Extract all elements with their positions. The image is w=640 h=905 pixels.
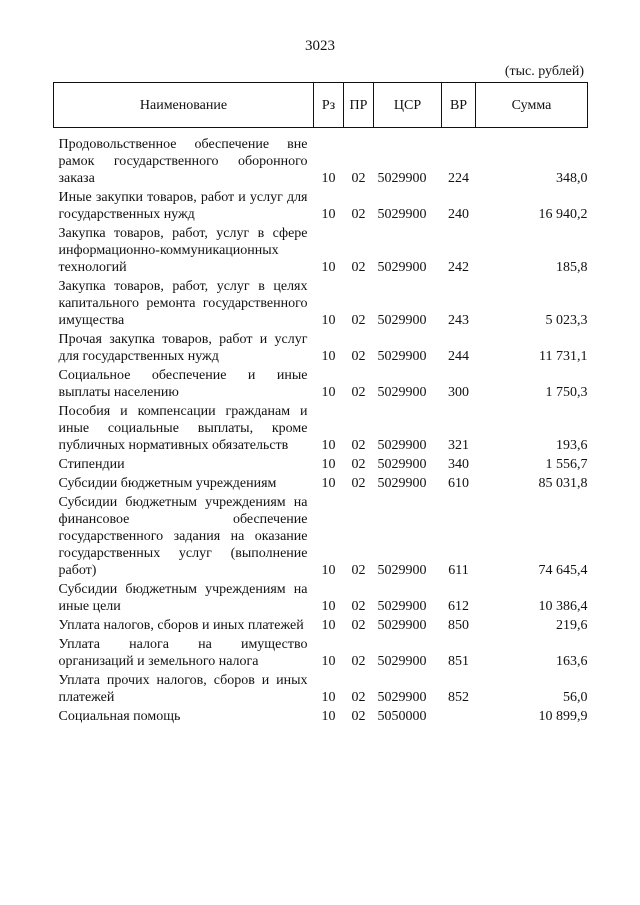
row-rz: 10 [321,260,336,275]
row-vr [442,708,476,727]
row-pr: 02 [351,563,366,578]
row-sum: 348,0 [556,171,588,186]
row-csr: 5029900 [377,313,427,328]
table-row [54,494,588,581]
header-vr: ВР [442,83,476,128]
row-vr: 852 [448,690,469,705]
table-body [54,128,588,728]
row-pr: 02 [351,618,366,633]
row-pr: 02 [351,476,366,491]
page-number: 3023 [305,38,335,54]
row-pr: 02 [351,349,366,364]
row-name: Стипендии [58,457,125,472]
table-row [54,278,588,331]
row-pr: 02 [351,385,366,400]
row-csr: 5029900 [377,260,427,275]
row-sum: 193,6 [556,438,588,453]
row-sum: 11 731,1 [539,349,588,364]
table-row [54,581,588,617]
row-sum: 163,6 [556,654,588,669]
table-row [54,331,588,367]
table-row [54,403,588,456]
row-rz: 10 [321,709,336,724]
table-row [54,636,588,672]
row-vr: 224 [448,171,469,186]
row-name: Закупка товаров, работ, услуг в сфере информационно-коммуникационных технологий [58,226,308,275]
row-rz: 10 [321,618,336,633]
row-vr: 244 [448,349,469,364]
table-row [54,225,588,278]
row-csr: 5029900 [377,618,427,633]
table-row [54,708,588,727]
row-rz: 10 [321,563,336,578]
row-csr: 5050000 [377,709,427,724]
table-header [54,83,588,128]
row-csr: 5029900 [377,349,427,364]
row-sum: 10 899,9 [538,709,588,724]
row-sum: 16 940,2 [538,207,588,222]
table-row [54,189,588,225]
row-name: Уплата налога на имущество организаций и земельного налога [58,637,308,669]
row-csr: 5029900 [377,690,427,705]
table-row [54,456,588,475]
row-vr: 300 [448,385,469,400]
table-row [54,617,588,636]
row-vr: 612 [448,599,469,614]
row-name: Пособия и компенсации гражданам и иные социальные выплаты, кроме публичных нормативных обязательств [58,404,308,453]
row-sum: 56,0 [563,690,588,705]
row-pr: 02 [351,709,366,724]
header-sum: Сумма [476,83,588,128]
row-pr: 02 [351,313,366,328]
row-rz: 10 [321,171,336,186]
row-vr: 321 [448,438,469,453]
header-pr: ПР [344,83,374,128]
row-name: Прочая закупка товаров, работ и услуг для государственных нужд [58,332,308,364]
row-name: Иные закупки товаров, работ и услуг для государственных нужд [58,190,308,222]
row-rz: 10 [321,476,336,491]
row-csr: 5029900 [377,385,427,400]
row-vr: 610 [448,476,469,491]
row-csr: 5029900 [377,654,427,669]
row-csr: 5029900 [377,476,427,491]
row-name: Социальная помощь [58,709,181,724]
row-pr: 02 [351,171,366,186]
row-pr: 02 [351,457,366,472]
row-name: Субсидии бюджетным учреждениям на финансовое обеспечение государственного задания на оказание государственных услуг (выполнение работ) [58,495,308,578]
row-csr: 5029900 [377,438,427,453]
row-rz: 10 [321,385,336,400]
row-csr: 5029900 [377,171,427,186]
row-csr: 5029900 [377,207,427,222]
row-name: Социальное обеспечение и иные выплаты населению [58,368,308,400]
table-row [54,367,588,403]
row-csr: 5029900 [377,457,427,472]
row-rz: 10 [321,457,336,472]
row-name: Уплата налогов, сборов и иных платежей [58,618,304,633]
row-sum: 1 750,3 [545,385,588,400]
header-rz: Рз [314,83,344,128]
row-rz: 10 [321,654,336,669]
table-row [54,128,588,190]
row-pr: 02 [351,438,366,453]
units-label: (тыс. рублей) [504,64,584,79]
row-rz: 10 [321,599,336,614]
row-sum: 10 386,4 [538,599,588,614]
row-name: Закупка товаров, работ, услуг в целях капитального ремонта государственного имущества [58,279,308,328]
row-vr: 243 [448,313,469,328]
table-row [54,475,588,494]
row-name: Уплата прочих налогов, сборов и иных платежей [58,673,308,705]
row-vr: 340 [448,457,469,472]
row-sum: 185,8 [556,260,588,275]
row-pr: 02 [351,599,366,614]
header-csr: ЦСР [374,83,442,128]
row-rz: 10 [321,349,336,364]
row-rz: 10 [321,313,336,328]
header-name: Наименование [54,83,314,128]
table-row [54,672,588,708]
row-vr: 242 [448,260,469,275]
row-rz: 10 [321,438,336,453]
row-pr: 02 [351,260,366,275]
row-name: Субсидии бюджетным учреждениям [58,476,277,491]
row-csr: 5029900 [377,563,427,578]
row-vr: 851 [448,654,469,669]
row-pr: 02 [351,654,366,669]
row-sum: 219,6 [556,618,588,633]
row-rz: 10 [321,207,336,222]
row-pr: 02 [351,690,366,705]
row-sum: 74 645,4 [538,563,588,578]
row-name: Субсидии бюджетным учреждениям на иные цели [58,582,308,614]
row-rz: 10 [321,690,336,705]
row-sum: 85 031,8 [538,476,588,491]
row-csr: 5029900 [377,599,427,614]
row-sum: 1 556,7 [545,457,588,472]
budget-table [53,82,588,727]
row-name: Продовольственное обеспечение вне рамок государственного оборонного заказа [58,137,308,186]
row-pr: 02 [351,207,366,222]
row-vr: 240 [448,207,469,222]
row-sum: 5 023,3 [545,313,588,328]
row-vr: 850 [448,618,469,633]
row-vr: 611 [448,563,469,578]
